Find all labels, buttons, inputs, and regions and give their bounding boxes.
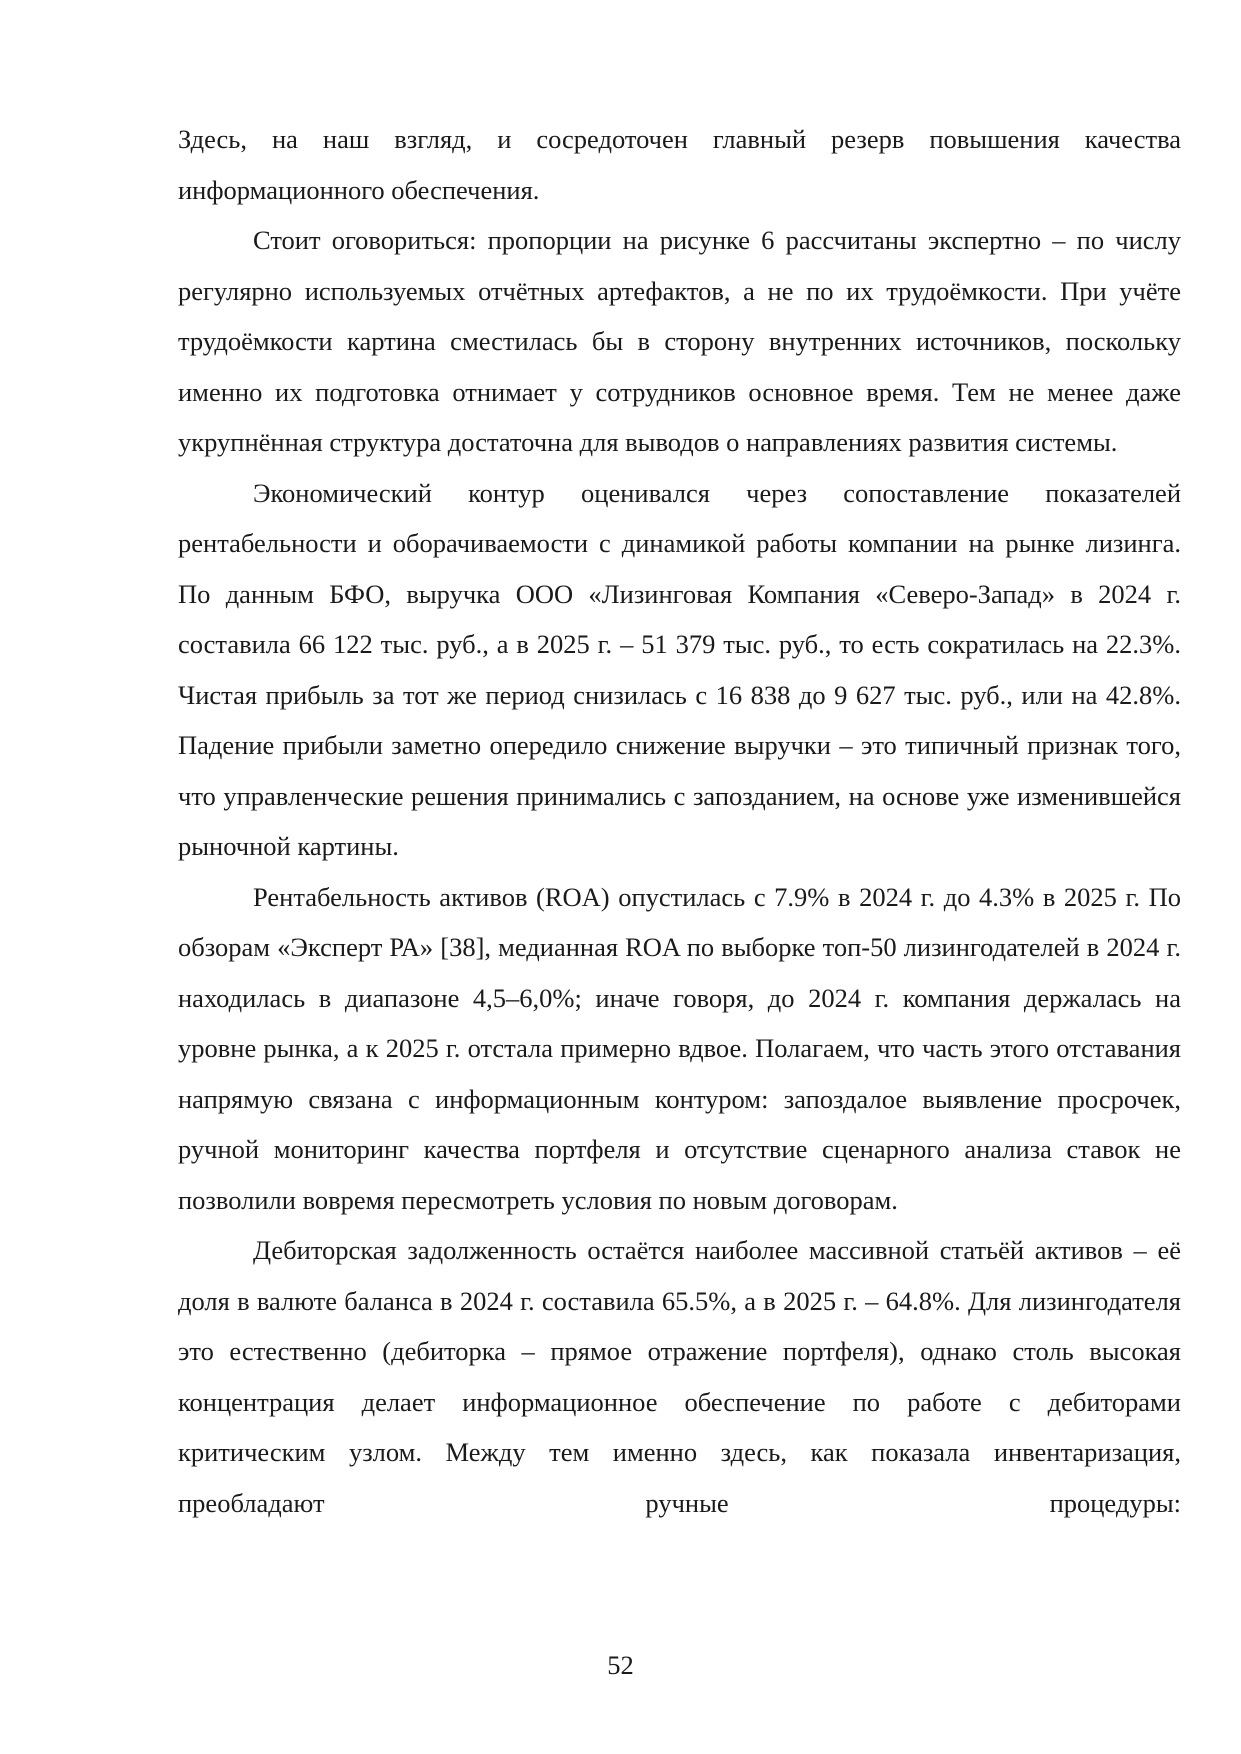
paragraph-roa: Рентабельность активов (ROA) опустилась с 7.9% в 2024 г. до 4.3% в 2025 г. По обзорам «Эксперт РА» [38], медианная ROA по выборке топ-50 лизингодателей в 2024 г. находилась в диапазоне 4,5–6,0%; иначе говоря, до 2024 г. компания держалась на уровне рынка, а к 2025 г. отстала примерно вдвое. Полагаем, что часть этого отставания напрямую связана с информационным контуром: запоздалое выявление просрочек, ручной мониторинг качества портфеля и отсутствие сценарного анализа ставок не позволили вовремя пересмотреть условия по новым договорам. <box>178 881 1181 1215</box>
paragraph-methodology-note: Стоит оговориться: пропорции на рисунке 6 рассчитаны экспертно – по числу регулярно используемых отчётных артефактов, а не по их трудоёмкости. При учёте трудоёмкости картина сместилась бы в сторону внутренних источников, поскольку именно их подготовка отнимает у сотрудников основное время. Тем не менее даже укрупнённая структура достаточна для выводов о направлениях развития системы. <box>178 225 1181 457</box>
page-number: 52 <box>607 1650 634 1680</box>
paragraph-economic-contour: Экономический контур оценивался через сопоставление показателей рентабельности и оборачиваемости с динамикой работы компании на рынке лизинга. По данным БФО, выручка ООО «Лизинговая Компания «Северо-Запад» в 2024 г. составила 66 122 тыс. руб., а в 2025 г. – 51 379 тыс. руб., то есть сократилась на 22.3%. Чистая прибыль за тот же период снизилась с 16 838 до 9 627 тыс. руб., или на 42.8%. Падение прибыли заметно опередило снижение выручки – это типичный признак того, что управленческие решения принимались с запозданием, на основе уже изменившейся рыночной картины. <box>178 477 1181 861</box>
document-body <box>178 114 1181 1528</box>
paragraph-receivables: Дебиторская задолженность остаётся наиболее массивной статьёй активов – её доля в валюте баланса в 2024 г. составила 65.5%, а в 2025 г. – 64.8%. Для лизингодателя это естественно (дебиторка – прямое отражение портфеля), однако столь высокая концентрация делает информационное обеспечение по работе с дебиторами критическим узлом. Между тем именно здесь, как показала инвентаризация, преобладают ручные процедуры: <box>178 1235 1181 1518</box>
paragraph-continuation: Здесь, на наш взгляд, и сосредоточен главный резерв повышения качества информационного обеспечения. <box>178 124 1181 205</box>
